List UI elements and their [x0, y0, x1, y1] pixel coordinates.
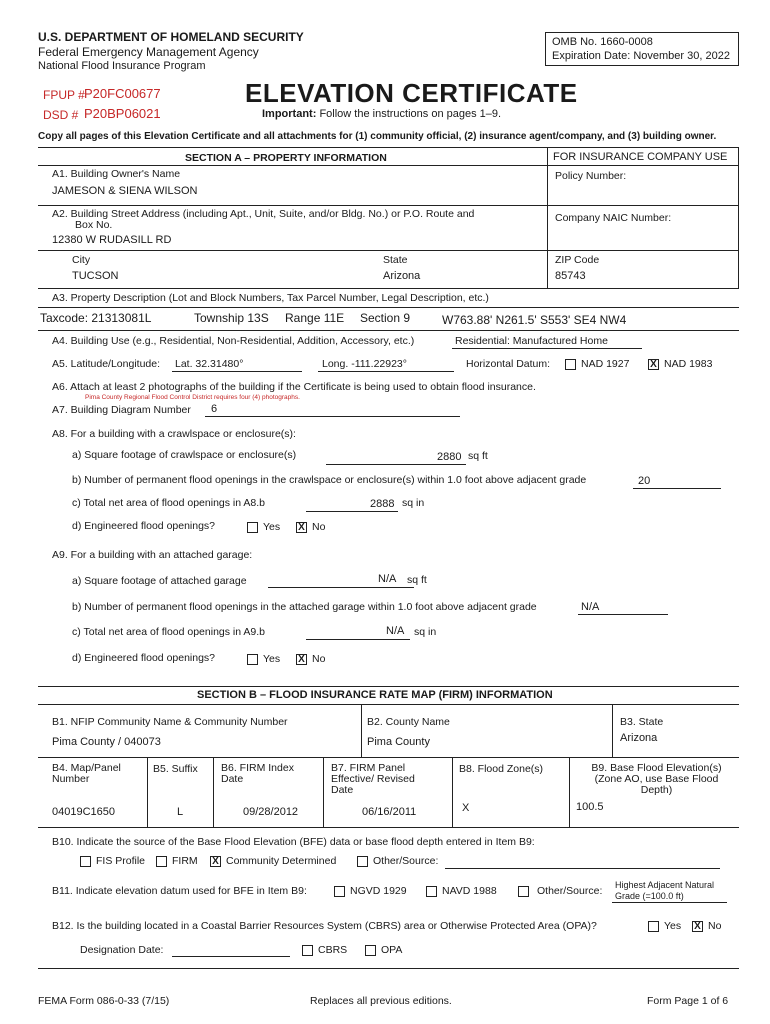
- a4-label: A4. Building Use (e.g., Residential, Non-Residential, Addition, Accessory, etc.): [52, 335, 415, 347]
- a3-township: Township 13S: [194, 311, 269, 325]
- a9a-unit: sq ft: [407, 574, 427, 586]
- page-number: Form Page 1 of 6: [647, 995, 729, 1007]
- a9d-yes-label: Yes: [263, 653, 281, 665]
- cbrs-label: CBRS: [318, 944, 348, 956]
- b2-value: Pima County: [367, 736, 430, 748]
- a9c-label: c) Total net area of flood openings in A9.b: [72, 626, 266, 638]
- opa-label: OPA: [381, 944, 403, 956]
- a8d-yes-checkbox[interactable]: [247, 522, 258, 533]
- opa-checkbox[interactable]: [365, 945, 376, 956]
- b10-firm-checkbox[interactable]: [156, 856, 167, 867]
- copy-note: Copy all pages of this Elevation Certificate and all attachments for (1) community official, (2) insurance agent/company, and (3) building owner.: [38, 131, 717, 142]
- dsd-value: P20BP06021: [84, 106, 161, 121]
- a9d-no-label: No: [312, 653, 326, 665]
- a2-label-1: A2. Building Street Address (including Apt., Unit, Suite, and/or Bldg. No.) or P.O. Route and: [52, 208, 475, 220]
- city-value: TUCSON: [72, 270, 119, 282]
- b10-community-checkbox[interactable]: X: [210, 856, 221, 867]
- expiration-date: Expiration Date: November 30, 2022: [552, 50, 730, 62]
- b1-label: B1. NFIP Community Name & Community Number: [52, 716, 288, 728]
- dsd-label: DSD #: [43, 108, 79, 122]
- a7-label: A7. Building Diagram Number: [52, 404, 191, 416]
- a3-legal: W763.88' N261.5' S553' SE4 NW4: [442, 313, 627, 327]
- a8d-no-label: No: [312, 521, 326, 533]
- cbrs-checkbox[interactable]: [302, 945, 313, 956]
- b6-value: 09/28/2012: [243, 806, 299, 818]
- a9d-yes-checkbox[interactable]: [247, 654, 258, 665]
- b3-label: B3. State: [620, 716, 664, 728]
- b10-firm-label: FIRM: [172, 855, 198, 867]
- omb-number: OMB No. 1660-0008: [552, 36, 653, 48]
- nad1927-checkbox[interactable]: [565, 359, 576, 370]
- section-b-title: SECTION B – FLOOD INSURANCE RATE MAP (FIRM) INFORMATION: [197, 689, 553, 701]
- b1-value: Pima County / 040073: [52, 736, 161, 748]
- a5-lat: Lat. 32.31480°: [175, 358, 244, 370]
- fpup-value: P20FC00677: [84, 86, 161, 101]
- nad1983-checkbox[interactable]: X: [648, 359, 659, 370]
- a3-taxcode: Taxcode: 21313081L: [40, 311, 152, 325]
- b5-value: L: [177, 806, 184, 818]
- b11-label: B11. Indicate elevation datum used for BFE in Item B9:: [52, 885, 307, 897]
- b10-label: B10. Indicate the source of the Base Flood Elevation (BFE) data or base flood depth entered in Item B9:: [52, 836, 535, 848]
- designation-date-label: Designation Date:: [80, 944, 164, 956]
- a8a-label: a) Square footage of crawlspace or enclosure(s): [72, 449, 297, 461]
- agency-name: Federal Emergency Management Agency: [38, 45, 259, 59]
- b3-value: Arizona: [620, 732, 658, 744]
- a9c-value: N/A: [386, 625, 405, 637]
- b10-other-label: Other/Source:: [373, 855, 439, 867]
- form-number: FEMA Form 086-0-33 (7/15): [38, 995, 170, 1007]
- a9-label: A9. For a building with an attached garage:: [52, 549, 253, 561]
- a8d-label: d) Engineered flood openings?: [72, 520, 216, 532]
- b9-value: 100.5: [576, 801, 604, 813]
- b12-label: B12. Is the building located in a Coastal Barrier Resources System (CBRS) area or Otherwise Protected Area (OPA)?: [52, 920, 597, 932]
- b6-label: B6. FIRM Index Date: [221, 762, 294, 785]
- a8-label: A8. For a building with a crawlspace or enclosure(s):: [52, 428, 296, 440]
- a9c-unit: sq in: [414, 626, 437, 638]
- b10-community-label: Community Determined: [226, 855, 337, 867]
- a2-value: 12380 W RUDASILL RD: [52, 234, 172, 246]
- b9-label: B9. Base Flood Elevation(s) (Zone AO, use Base Flood Depth): [591, 762, 722, 796]
- a9a-value: N/A: [378, 573, 397, 585]
- b4-label: B4. Map/Panel Number: [52, 762, 121, 785]
- policy-label: Policy Number:: [555, 170, 627, 182]
- state-value: Arizona: [383, 270, 421, 282]
- section-a-title: SECTION A – PROPERTY INFORMATION: [185, 152, 387, 164]
- a8b-value: 20: [638, 475, 651, 487]
- b12-no-checkbox[interactable]: X: [692, 921, 703, 932]
- b12-yes-checkbox[interactable]: [648, 921, 659, 932]
- b11-other-checkbox[interactable]: [518, 886, 529, 897]
- a6-label: A6. Attach at least 2 photographs of the building if the Certificate is being used to obtain flood insurance.: [52, 381, 536, 393]
- a1-value: JAMESON & SIENA WILSON: [52, 185, 198, 197]
- a3-range: Range 11E: [285, 311, 345, 325]
- important-note: Important: Follow the instructions on pages 1–9.: [262, 108, 502, 120]
- a8a-unit: sq ft: [468, 450, 488, 462]
- b11-ngvd-checkbox[interactable]: [334, 886, 345, 897]
- a8d-no-checkbox[interactable]: X: [296, 522, 307, 533]
- a9d-label: d) Engineered flood openings?: [72, 652, 216, 664]
- a8c-unit: sq in: [402, 497, 425, 509]
- a8c-label: c) Total net area of flood openings in A8.b: [72, 497, 266, 509]
- nad1983-label: NAD 1983: [664, 358, 713, 370]
- a8d-yes-label: Yes: [263, 521, 281, 533]
- a5-label: A5. Latitude/Longitude:: [52, 358, 161, 370]
- fpup-label: FPUP #: [43, 88, 85, 102]
- b10-fis-label: FIS Profile: [96, 855, 146, 867]
- a9b-label: b) Number of permanent flood openings in the attached garage within 1.0 foot above adjacent grade: [72, 601, 537, 613]
- a9b-value: N/A: [581, 601, 600, 613]
- replaces-note: Replaces all previous editions.: [310, 995, 452, 1007]
- a6-note: Pima County Regional Flood Control District requires four (4) photographs.: [85, 394, 300, 401]
- b7-label: B7. FIRM Panel Effective/ Revised Date: [331, 762, 415, 796]
- zip-label: ZIP Code: [555, 254, 600, 266]
- state-label: State: [383, 254, 408, 266]
- a8c-value: 2888: [370, 498, 395, 510]
- zip-value: 85743: [555, 270, 586, 282]
- page-title: ELEVATION CERTIFICATE: [245, 78, 578, 108]
- program-name: National Flood Insurance Program: [38, 60, 206, 72]
- b4-value: 04019C1650: [52, 806, 116, 818]
- insurance-use-header: FOR INSURANCE COMPANY USE: [553, 151, 728, 163]
- a4-value: Residential: Manufactured Home: [455, 335, 608, 347]
- b11-other-value-1: Highest Adjacent Natural: [615, 880, 715, 890]
- a8b-label: b) Number of permanent flood openings in the crawlspace or enclosure(s) within 1.0 foot above adjacent grade: [72, 474, 587, 486]
- b8-label: B8. Flood Zone(s): [459, 763, 544, 775]
- b11-other-label: Other/Source:: [537, 885, 603, 897]
- b5-label: B5. Suffix: [153, 763, 198, 775]
- b11-ngvd-label: NGVD 1929: [350, 885, 407, 897]
- a2-label-2: Box No.: [75, 219, 113, 231]
- b2-label: B2. County Name: [367, 716, 450, 728]
- a3-section: Section 9: [360, 311, 411, 325]
- b11-other-value-2: Grade (=100.0 ft): [615, 891, 684, 901]
- b10-fis-checkbox[interactable]: [80, 856, 91, 867]
- b11-navd-label: NAVD 1988: [442, 885, 497, 897]
- a1-label: A1. Building Owner's Name: [52, 168, 181, 180]
- b10-other-checkbox[interactable]: [357, 856, 368, 867]
- b12-no-label: No: [708, 920, 722, 932]
- a8a-value: 2880: [437, 451, 462, 463]
- b8-value: X: [462, 802, 470, 814]
- nad1927-label: NAD 1927: [581, 358, 630, 370]
- a3-label: A3. Property Description (Lot and Block Numbers, Tax Parcel Number, Legal Description, etc.): [52, 292, 489, 304]
- b12-yes-label: Yes: [664, 920, 682, 932]
- a5-datum-label: Horizontal Datum:: [466, 358, 551, 370]
- b11-navd-checkbox[interactable]: [426, 886, 437, 897]
- a5-long: Long. -111.22923°: [322, 358, 407, 370]
- a9a-label: a) Square footage of attached garage: [72, 575, 247, 587]
- b7-value: 06/16/2011: [362, 806, 417, 818]
- a9d-no-checkbox[interactable]: X: [296, 654, 307, 665]
- city-label: City: [72, 254, 91, 266]
- naic-label: Company NAIC Number:: [555, 212, 672, 224]
- a7-value: 6: [211, 403, 218, 415]
- dept-name: U.S. DEPARTMENT OF HOMELAND SECURITY: [38, 30, 304, 44]
